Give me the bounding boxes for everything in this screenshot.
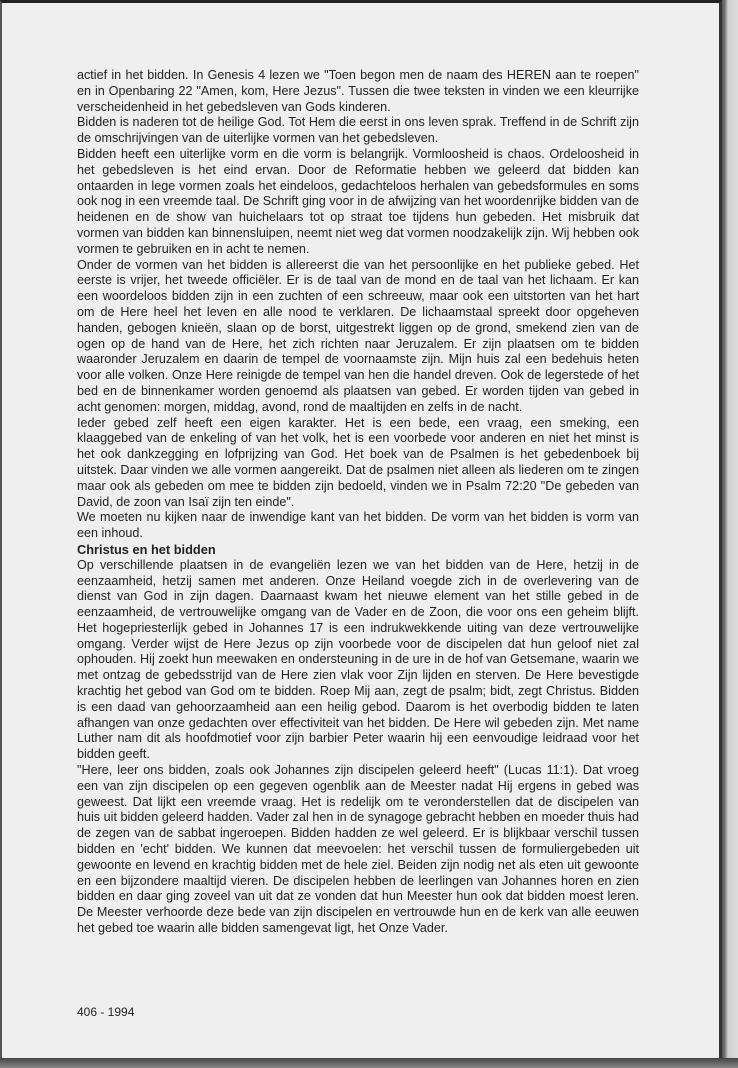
page-number: 406 - 1994 [77, 1005, 135, 1019]
section-heading: Christus en het bidden [77, 541, 216, 557]
scan-bottom-edge [0, 1058, 738, 1068]
paragraph: We moeten nu kijken naar de inwendige kant van het bidden. De vorm van het bidden is vorm van een inhoud. [77, 510, 639, 541]
article-body [77, 68, 639, 937]
paragraph: Op verschillende plaatsen in de evangeliën lezen we van het bidden van de Here, hetzij in de eenzaamheid, hetzij samen met anderen. Onze Heiland voegde zich in de overlevering van de dienst van God in zijn dagen. Daarnaast kwam het nieuwe element van het stille gebed in de eenzaamheid, de vertrouwelijke omgang van de Vader en de Zoon, die voor ons een geheim blijft. Het hogepriesterlijk gebed in Johannes 17 is een indrukwekkende uiting van deze vertrouwelijke omgang. Verder wijst de Here Jezus op zijn voorbede voor de discipelen dat hun geloof niet zal ophouden. Hij zoekt hun meewaken en ondersteuning in de ure in de hof van Getsemane, waarin we met ontzag de gebedsstrijd van de Here zien vlak voor Zijn lijden en sterven. De Here bevestigde krachtig het gebod van God om te bidden. Roep Mij aan, zegt de psalm; bidt, zegt Christus. Bidden is een daad van gehoorzaamheid aan een heilig gebod. Daarom is het overbodig bidden te laten afhangen van onze gedachten over effectiviteit van het bidden. De Here wil gebeden zijn. Met name Luther nam dit als hoofdmotief voor zijn barbier Peter waarin hij een eenvoudige leidraad voor het bidden geeft. [77, 557, 639, 762]
paragraph: Bidden heeft een uiterlijke vorm en die vorm is belangrijk. Vormloosheid is chaos. Ordeloosheid in het gebedsleven is het eind ervan. Door de Reformatie hebben we geleerd dat bidden kan ontaarden in lege vormen zoals het eindeloos, gedachteloos herhalen van gebedsformules en soms ook nog in een vreemde taal. De Schrift ging voor in de afwijzing van het woordenrijke bidden van de heidenen en de show van huichelaars tot op straat toe tijdens hun gebeden. Het misbruik dat vormen van bidden kan binnensluipen, neemt niet weg dat vormen noodzakelijk zijn. Wij hebben ook vormen te gebruiken en in acht te nemen. [77, 146, 639, 256]
paragraph: Bidden is naderen tot de heilige God. Tot Hem die eerst in ons leven sprak. Treffend in de Schrift zijn de omschrijvingen van de uiterlijke vormen van het gebedsleven. [77, 115, 639, 146]
paragraph: Onder de vormen van het bidden is allereerst die van het persoonlijke en het publieke gebed. Het eerste is vrijer, het tweede officiëler. Er is de taal van de mond en de taal van het lichaam. Er kan een woordeloos bidden zijn in een zuchten of een schreeuw, maar ook een uitstorten van het hart om de Here heel het leven en alle nood te verklaren. De lichaamstaal spreekt door opgeheven handen, gebogen knieën, slaan op de borst, uitgestrekt liggen op de grond, smekend zien van de ogen op de hand van de Here, het zich richten naar Jeruzalem. Er zijn plaatsen om te bidden waaronder Jeruzalem en daarin de tempel de voornaamste zijn. Mijn huis zal een bedehuis heten voor alle volken. Onze Here reinigde de tempel van hen die handel dreven. Ook de legerstede of het bed en de binnenkamer worden genoemd als plaatsen van gebed. Er worden tijden van gebed in acht genomen: morgen, middag, avond, rond de maaltijden en zelfs in de nacht. [77, 257, 639, 414]
paragraph: Ieder gebed zelf heeft een eigen karakter. Het is een bede, een vraag, een smeking, een klaaggebed van de enkeling of van het volk, het is een voorbede voor anderen en niet het minst is het ook dankzegging en lofprijzing van God. Het boek van de Psalmen is het gebedenboek bij uitstek. Daar vinden we alle vormen aangereikt. Dat de psalmen niet alleen als liederen om te zingen maar ook als gebeden om mee te bidden zijn bedoeld, vinden we in Psalm 72:20 "De gebeden van David, de zoon van Isaï zijn ten einde". [77, 415, 639, 509]
scan-edge [722, 0, 738, 1068]
paragraph: "Here, leer ons bidden, zoals ook Johannes zijn discipelen geleerd heeft" (Lucas 11:1). Dat vroeg een van zijn discipelen op een gegeven ogenblik aan de Meester nadat Hij ergens in gebed was geweest. Dat lijkt een vreemde vraag. Het is redelijk om te veronderstellen dat de discipelen van huis uit bidden geleerd hadden. Vader zal hen in de synagoge gebracht hebben en moeder thuis had de zegen van de sabbat ingeroepen. Bidden hadden ze wel geleerd. Er is blijkbaar verschil tussen bidden en 'echt' bidden. We kunnen dat meevoelen: het verschil tussen de formuliergebeden uit gewoonte en levend en krachtig bidden met de hele ziel. Beiden zijn nodig net als eten uit gewoonte en een bijzondere maaltijd vieren. De discipelen hebben de leerlingen van Johannes horen en zien bidden en daar ging zoveel van uit dat ze vonden dat hun Meester hun ook dat bidden moest leren. De Meester verhoorde deze bede van zijn discipelen en vertrouwde hun en de kerk van alle eeuwen het gebed toe waarin alle bidden samengevat ligt, het Onze Vader. [77, 763, 639, 936]
paragraph: actief in het bidden. In Genesis 4 lezen we "Toen begon men de naam des HEREN aan te roepen" en in Openbaring 22 "Amen, kom, Here Jezus". Tussen die twee teksten in vinden we een kleurrijke verscheidenheid in het gebedsleven van Gods kinderen. [77, 68, 639, 114]
